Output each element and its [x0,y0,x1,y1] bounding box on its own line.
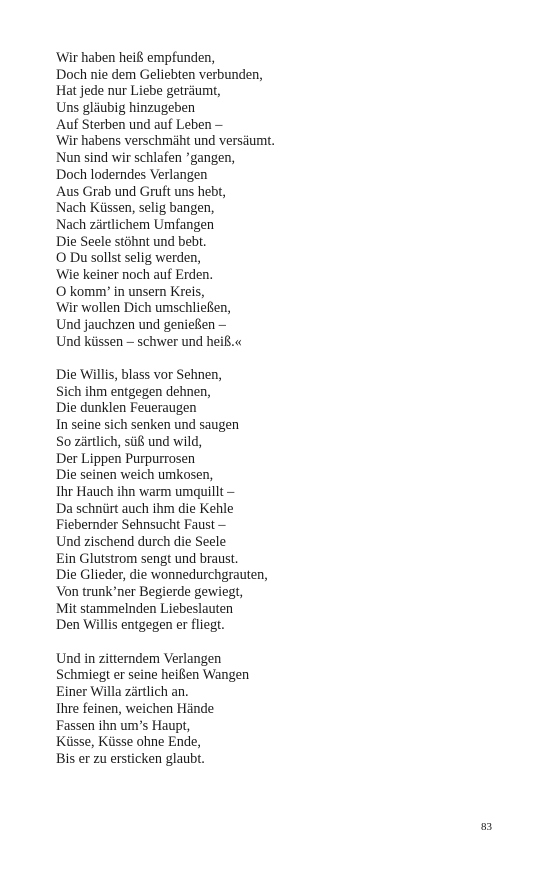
poem-line: Wir habens verschmäht und versäumt. [56,133,275,150]
poem-line: Nun sind wir schlafen ’gangen, [56,150,236,167]
poem-line: Fiebernder Sehnsucht Faust – [56,517,226,534]
poem-line: Die seinen weich umkosen, [56,467,214,484]
poem-line: Da schnürt auch ihm die Kehle [56,500,234,517]
poem-line: Ihre feinen, weichen Hände [56,700,214,717]
stanza-2 [56,367,496,634]
poem-line: Doch loderndes Verlangen [56,166,208,183]
poem-line: Uns gläubig hinzugeben [56,100,195,117]
poem-line: Die Seele stöhnt und bebt. [56,233,207,250]
poem-line: Wir wollen Dich umschließen, [56,300,231,317]
poem-line: Mit stammelnden Liebeslauten [56,600,234,617]
poem-text [56,50,496,784]
poem-line: Küsse, Küsse ohne Ende, [56,734,201,751]
poem-line: O Du sollst selig werden, [56,250,201,267]
poem-line: Doch nie dem Geliebten verbunden, [56,66,263,83]
poem-line: Fassen ihn um’s Haupt, [56,717,191,734]
poem-line: Die Glieder, die wonnedurchgrauten, [56,567,268,584]
poem-line: Ihr Hauch ihn warm umquillt – [56,483,235,500]
poem-line: O komm’ in unsern Kreis, [56,283,205,300]
poem-line: Nach Küssen, selig bangen, [56,200,215,217]
poem-line: Und küssen – schwer und heiß.« [56,333,242,350]
poem-line: Von trunk’ner Begierde gewiegt, [56,584,244,600]
poem-line: Hat jede nur Liebe geträumt, [56,83,221,100]
poem-line: So zärtlich, süß und wild, [56,433,203,450]
poem-line: Den Willis entgegen er fliegt. [56,617,225,634]
poem-line: Bis er zu ersticken glaubt. [56,750,205,767]
poem-line: Auf Sterben und auf Leben – [56,116,223,133]
poem-line: Und zischend durch die Seele [56,533,226,550]
poem-line: Die dunklen Feueraugen [56,400,197,417]
stanza-1 [56,50,496,350]
poem-line: Wie keiner noch auf Erden. [56,266,214,283]
poem-line: Wir haben heiß empfunden, [56,50,216,66]
poem-line: Die Willis, blass vor Sehnen, [56,367,222,384]
poem-line: Ein Glutstrom sengt und braust. [56,550,239,567]
poem-line: Der Lippen Purpurrosen [56,450,195,467]
poem-line: Sich ihm entgegen dehnen, [56,383,211,400]
poem-line: In seine sich senken und saugen [56,417,240,434]
poem-line: Und jauchzen und genießen – [56,317,226,333]
poem-line: Und in zitterndem Verlangen [56,650,222,667]
poem-line: Schmiegt er seine heißen Wangen [56,667,250,684]
page-number: 83 [481,821,492,833]
poem-line: Nach zärtlichem Umfangen [56,216,214,233]
stanza-3 [56,651,496,768]
poem-line: Einer Willa zärtlich an. [56,684,189,701]
poem-line: Aus Grab und Gruft uns hebt, [56,183,226,200]
